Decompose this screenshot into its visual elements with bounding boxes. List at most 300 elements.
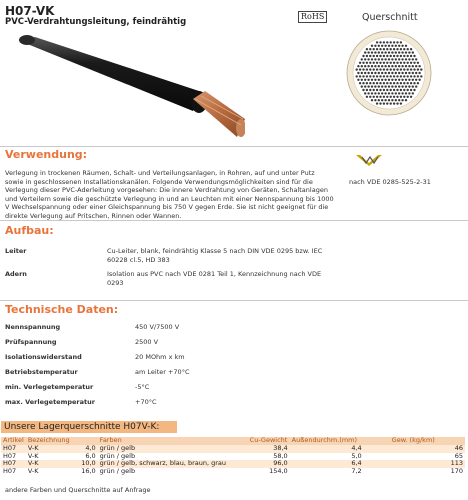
strand-dot: [366, 62, 368, 64]
strand-dot: [378, 72, 380, 74]
strand-dot: [403, 62, 405, 64]
strand-dot: [413, 82, 415, 84]
strand-dot: [403, 68, 405, 70]
strand-dot: [412, 85, 414, 87]
cross-section-label: Querschnitt: [362, 12, 418, 23]
strand-dot: [405, 65, 407, 67]
strand-dot: [398, 72, 400, 74]
strand-dot: [415, 65, 417, 67]
strand-dot: [396, 41, 398, 43]
strand-dot: [359, 62, 361, 64]
strand-dot: [405, 85, 407, 87]
strand-dot: [376, 48, 378, 50]
strand-dot: [410, 68, 412, 70]
strand-dot: [400, 96, 402, 98]
table-row: [1, 460, 465, 468]
cell-farben: grün / gelb: [98, 445, 248, 453]
strand-dot: [376, 62, 378, 64]
strand-dot: [383, 62, 385, 64]
strand-dot: [388, 65, 390, 67]
strand-dot: [410, 48, 412, 50]
strand-dot: [398, 92, 400, 94]
strand-dot: [410, 89, 412, 91]
strand-dot: [361, 79, 363, 81]
strand-dot: [384, 51, 386, 53]
strand-dot: [400, 82, 402, 84]
strand-dot: [374, 65, 376, 67]
strand-dot: [371, 65, 373, 67]
strand-dot: [373, 62, 375, 64]
strand-dot: [371, 99, 373, 101]
strand-dot: [391, 45, 393, 47]
cell-gewicht: 65: [390, 453, 465, 461]
strand-dot: [386, 41, 388, 43]
strand-dot: [418, 72, 420, 74]
strand-dot: [381, 65, 383, 67]
strand-dot: [378, 99, 380, 101]
strand-dot: [415, 58, 417, 60]
vde-mark-icon: [356, 153, 382, 167]
strand-dot: [357, 72, 359, 74]
strand-dot: [359, 68, 361, 70]
strand-dot: [401, 92, 403, 94]
strand-dot: [373, 82, 375, 84]
strand-dot: [415, 72, 417, 74]
strand-dot: [381, 85, 383, 87]
strand-dot: [403, 89, 405, 91]
strand-dot: [403, 96, 405, 98]
tech-value: 2500 V: [135, 338, 159, 346]
cell-cu-gewicht: 38,4: [248, 445, 290, 453]
strand-dot: [357, 79, 359, 81]
cell-artikel: H07: [1, 468, 26, 476]
strand-dot: [395, 58, 397, 60]
cell-gewicht: 113: [390, 460, 465, 468]
strand-dot: [376, 55, 378, 57]
strand-dot: [401, 99, 403, 101]
strand-dot: [386, 62, 388, 64]
strand-dot: [413, 62, 415, 64]
strand-dot: [401, 79, 403, 81]
strand-dot: [403, 82, 405, 84]
strand-dot: [373, 96, 375, 98]
strand-dot: [374, 99, 376, 101]
cell-querschnitt: 4,0: [72, 445, 98, 453]
col-header-artikel: Artikel: [3, 436, 24, 444]
strand-dot: [420, 75, 422, 77]
strand-dot: [373, 89, 375, 91]
strand-dot: [395, 99, 397, 101]
strand-dot: [384, 79, 386, 81]
strand-dot: [386, 102, 388, 104]
strand-dot: [408, 79, 410, 81]
strand-dot: [405, 51, 407, 53]
construction-label: Adern: [5, 270, 27, 278]
strand-dot: [379, 75, 381, 77]
strand-dot: [383, 48, 385, 50]
strand-dot: [395, 65, 397, 67]
strand-dot: [361, 58, 363, 60]
strand-dot: [381, 72, 383, 74]
strand-dot: [395, 79, 397, 81]
strand-dot: [367, 85, 369, 87]
strand-dot: [407, 55, 409, 57]
strand-dot: [390, 82, 392, 84]
strand-dot: [378, 51, 380, 53]
strand-dot: [376, 75, 378, 77]
strand-dot: [366, 68, 368, 70]
strand-dot: [391, 92, 393, 94]
strand-dot: [390, 96, 392, 98]
strand-dot: [359, 75, 361, 77]
strand-dot: [400, 41, 402, 43]
strand-dot: [383, 55, 385, 57]
product-title: H07-VK: [5, 4, 55, 18]
stock-footnote: andere Farben und Querschnitte auf Anfrage: [5, 486, 151, 494]
strand-dot: [412, 72, 414, 74]
cell-artikel: H07: [1, 453, 26, 461]
cell-cu-gewicht: 58,0: [248, 453, 290, 461]
strand-dot: [391, 79, 393, 81]
strand-dot: [379, 55, 381, 57]
usage-heading: Verwendung:: [5, 148, 88, 161]
strand-dot: [407, 96, 409, 98]
cross-section-drawing: [346, 30, 432, 116]
strand-dot: [407, 68, 409, 70]
cell-gewicht: 46: [390, 445, 465, 453]
strand-dot: [378, 65, 380, 67]
divider: [0, 146, 468, 147]
strand-dot: [408, 72, 410, 74]
table-row: [1, 453, 465, 461]
strand-dot: [369, 75, 371, 77]
strand-dot: [390, 41, 392, 43]
cell-querschnitt: 16,0: [72, 468, 98, 476]
tech-label: max. Verlegetemperatur: [5, 398, 95, 406]
strand-dot: [371, 79, 373, 81]
strand-dot: [393, 62, 395, 64]
cell-farben: grün / gelb: [98, 468, 248, 476]
strand-dot: [383, 89, 385, 91]
strand-dot: [408, 85, 410, 87]
product-subtitle: PVC-Verdrahtungsleitung, feindrähtig: [5, 17, 187, 27]
cell-gewicht: 170: [390, 468, 465, 476]
strand-dot: [386, 55, 388, 57]
strand-dot: [390, 62, 392, 64]
strand-dot: [388, 99, 390, 101]
strand-dot: [362, 82, 364, 84]
strand-dot: [405, 45, 407, 47]
strand-dot: [357, 65, 359, 67]
strand-dot: [383, 82, 385, 84]
cell-aussendurchmesser: 5,0: [290, 453, 390, 461]
strand-dot: [371, 92, 373, 94]
strand-dot: [403, 48, 405, 50]
strand-dot: [371, 58, 373, 60]
cell-farben: grün / gelb: [98, 453, 248, 461]
cell-cu-gewicht: 154,0: [248, 468, 290, 476]
strand-dot: [379, 41, 381, 43]
strand-dot: [379, 68, 381, 70]
tech-value: -5°C: [135, 383, 150, 391]
strand-dot: [366, 75, 368, 77]
strand-dot: [407, 62, 409, 64]
strand-dot: [395, 72, 397, 74]
col-header-cu-gewicht: Cu-Gewicht: [248, 437, 290, 445]
strand-dot: [388, 79, 390, 81]
strand-dot: [374, 58, 376, 60]
strand-dot: [383, 96, 385, 98]
strand-dot: [390, 102, 392, 104]
strand-dot: [412, 79, 414, 81]
cell-querschnitt: 10,0: [72, 460, 98, 468]
strand-dot: [400, 68, 402, 70]
cell-artikel: H07: [1, 460, 26, 468]
strand-dot: [407, 89, 409, 91]
strand-dot: [408, 58, 410, 60]
strand-dot: [408, 65, 410, 67]
strand-dot: [376, 82, 378, 84]
cell-aussendurchmesser: 7,2: [290, 468, 390, 476]
strand-dot: [400, 48, 402, 50]
strand-dot: [401, 58, 403, 60]
strand-dot: [362, 89, 364, 91]
strand-dot: [379, 62, 381, 64]
stock-table-header: [1, 437, 465, 445]
strand-dot: [420, 68, 422, 70]
strand-dot: [371, 51, 373, 53]
strand-dot: [403, 55, 405, 57]
strand-dot: [390, 55, 392, 57]
strand-dot: [391, 99, 393, 101]
cell-farben: grün / gelb, schwarz, blau, braun, grau: [98, 460, 248, 468]
strand-dot: [373, 68, 375, 70]
construction-value: Isolation aus PVC nach VDE 0281 Teil 1, Kennzeichnung nach VDE 0293: [107, 270, 322, 287]
strand-dot: [407, 75, 409, 77]
strand-dot: [384, 58, 386, 60]
construction-row-leiter: [5, 247, 345, 267]
strand-dot: [388, 51, 390, 53]
strand-dot: [393, 82, 395, 84]
tech-label: Isolationswiderstand: [5, 353, 82, 361]
table-row: [1, 468, 465, 476]
strand-dot: [376, 96, 378, 98]
strand-dot: [412, 51, 414, 53]
strand-dot: [362, 68, 364, 70]
strand-dot: [386, 89, 388, 91]
strand-dot: [408, 51, 410, 53]
strand-dot: [405, 92, 407, 94]
cell-artikel: H07: [1, 445, 26, 453]
strand-dot: [396, 62, 398, 64]
strand-dot: [417, 82, 419, 84]
strand-dot: [391, 65, 393, 67]
strand-dot: [398, 79, 400, 81]
strand-dot: [378, 58, 380, 60]
strand-dot: [405, 79, 407, 81]
cell-bezeichnung: V-K: [26, 460, 72, 468]
strand-dot: [386, 96, 388, 98]
strand-dot: [383, 68, 385, 70]
cell-cu-gewicht: 96,0: [248, 460, 290, 468]
strand-dot: [390, 75, 392, 77]
strand-dot: [395, 92, 397, 94]
tech-label: Nennspannung: [5, 323, 61, 331]
strand-dot: [386, 68, 388, 70]
strand-dot: [393, 55, 395, 57]
strand-dot: [398, 99, 400, 101]
col-header-gewicht: Gew. (kg/km): [390, 437, 465, 445]
strand-dot: [408, 92, 410, 94]
strand-dot: [401, 85, 403, 87]
tech-value: 20 MOhm x km: [135, 353, 185, 361]
strand-dot: [396, 68, 398, 70]
strand-dot: [364, 58, 366, 60]
tech-heading: Technische Daten:: [5, 303, 119, 316]
strand-dot: [366, 96, 368, 98]
strand-dot: [384, 65, 386, 67]
construction-heading: Aufbau:: [5, 224, 54, 237]
strand-dot: [371, 72, 373, 74]
strand-dot: [374, 85, 376, 87]
strand-dot: [393, 75, 395, 77]
strand-dot: [412, 65, 414, 67]
strand-dot: [405, 58, 407, 60]
cell-aussendurchmesser: 6,4: [290, 460, 390, 468]
stock-heading: Unsere Lagerquerschnitte H07V-K:: [1, 421, 177, 433]
vde-standard-note: nach VDE 0285-525-2-31: [349, 178, 431, 186]
strand-dot: [364, 92, 366, 94]
strand-dot: [400, 89, 402, 91]
strand-dot: [384, 99, 386, 101]
strand-dot: [383, 75, 385, 77]
table-row: [1, 445, 465, 453]
strand-dot: [415, 79, 417, 81]
strand-dot: [373, 48, 375, 50]
strand-dot: [391, 51, 393, 53]
strand-dot: [410, 75, 412, 77]
strand-dot: [398, 51, 400, 53]
strand-dot: [418, 79, 420, 81]
strand-dot: [401, 65, 403, 67]
strand-dot: [374, 72, 376, 74]
strand-dot: [401, 51, 403, 53]
strand-dot: [366, 89, 368, 91]
strand-dot: [415, 85, 417, 87]
strand-dot: [396, 55, 398, 57]
strand-dot: [383, 41, 385, 43]
strand-dot: [398, 85, 400, 87]
strand-dot: [378, 79, 380, 81]
strand-dot: [401, 45, 403, 47]
strand-dot: [371, 85, 373, 87]
strand-dot: [373, 55, 375, 57]
strand-dot: [378, 45, 380, 47]
strand-dot: [374, 45, 376, 47]
strand-dot: [395, 51, 397, 53]
strand-dot: [373, 75, 375, 77]
cell-aussendurchmesser: 4,4: [290, 445, 390, 453]
strand-dot: [367, 72, 369, 74]
strand-dot: [378, 85, 380, 87]
strand-dot: [369, 55, 371, 57]
strand-dot: [410, 96, 412, 98]
strand-dot: [356, 68, 358, 70]
strand-dot: [391, 58, 393, 60]
strand-dot: [386, 75, 388, 77]
construction-label: Leiter: [5, 247, 27, 255]
tech-label: Betriebstemperatur: [5, 368, 78, 376]
strand-dot: [405, 99, 407, 101]
strand-dot: [367, 65, 369, 67]
strand-dot: [376, 102, 378, 104]
tech-label: Prüfspannung: [5, 338, 57, 346]
strand-dot: [364, 85, 366, 87]
strand-dot: [393, 89, 395, 91]
strand-dot: [374, 92, 376, 94]
strand-dot: [383, 102, 385, 104]
strand-dot: [393, 96, 395, 98]
cable-image: [5, 33, 245, 143]
strand-dot: [388, 58, 390, 60]
strand-dot: [362, 62, 364, 64]
strand-dot: [393, 68, 395, 70]
strand-dot: [379, 102, 381, 104]
strand-dot: [396, 102, 398, 104]
stock-table: [1, 437, 465, 476]
tech-value: am Leiter +70°C: [135, 368, 190, 376]
strand-dot: [379, 96, 381, 98]
strand-dot: [384, 85, 386, 87]
strand-dot: [391, 85, 393, 87]
strand-dot: [396, 82, 398, 84]
strand-dot: [369, 68, 371, 70]
strand-dot: [398, 58, 400, 60]
strand-dot: [400, 75, 402, 77]
strand-dot: [381, 92, 383, 94]
strand-dot: [361, 85, 363, 87]
strand-dot: [366, 48, 368, 50]
strand-dot: [398, 65, 400, 67]
col-header-aussendurchmesser: Außendurchm.(mm): [290, 437, 390, 445]
construction-row-adern: [5, 270, 345, 290]
strand-dot: [367, 92, 369, 94]
strand-dot: [369, 62, 371, 64]
strand-dot: [381, 51, 383, 53]
strand-dot: [395, 85, 397, 87]
strand-dot: [400, 62, 402, 64]
strand-dot: [356, 75, 358, 77]
col-header-bezeichnung: Bezeichnung: [27, 436, 70, 444]
strand-dot: [369, 48, 371, 50]
strand-dot: [378, 92, 380, 94]
strand-dot: [361, 72, 363, 74]
strand-dot: [386, 82, 388, 84]
strand-dot: [388, 45, 390, 47]
cell-querschnitt: 6,0: [72, 453, 98, 461]
strand-dot: [396, 89, 398, 91]
cell-bezeichnung: V-K: [26, 445, 72, 453]
strand-dot: [384, 72, 386, 74]
strand-dot: [366, 82, 368, 84]
strand-dot: [393, 48, 395, 50]
strand-dot: [400, 102, 402, 104]
strand-dot: [410, 82, 412, 84]
strand-dot: [417, 68, 419, 70]
col-header-farben: Farben: [98, 437, 248, 445]
strand-dot: [413, 89, 415, 91]
cell-bezeichnung: V-K: [26, 453, 72, 461]
